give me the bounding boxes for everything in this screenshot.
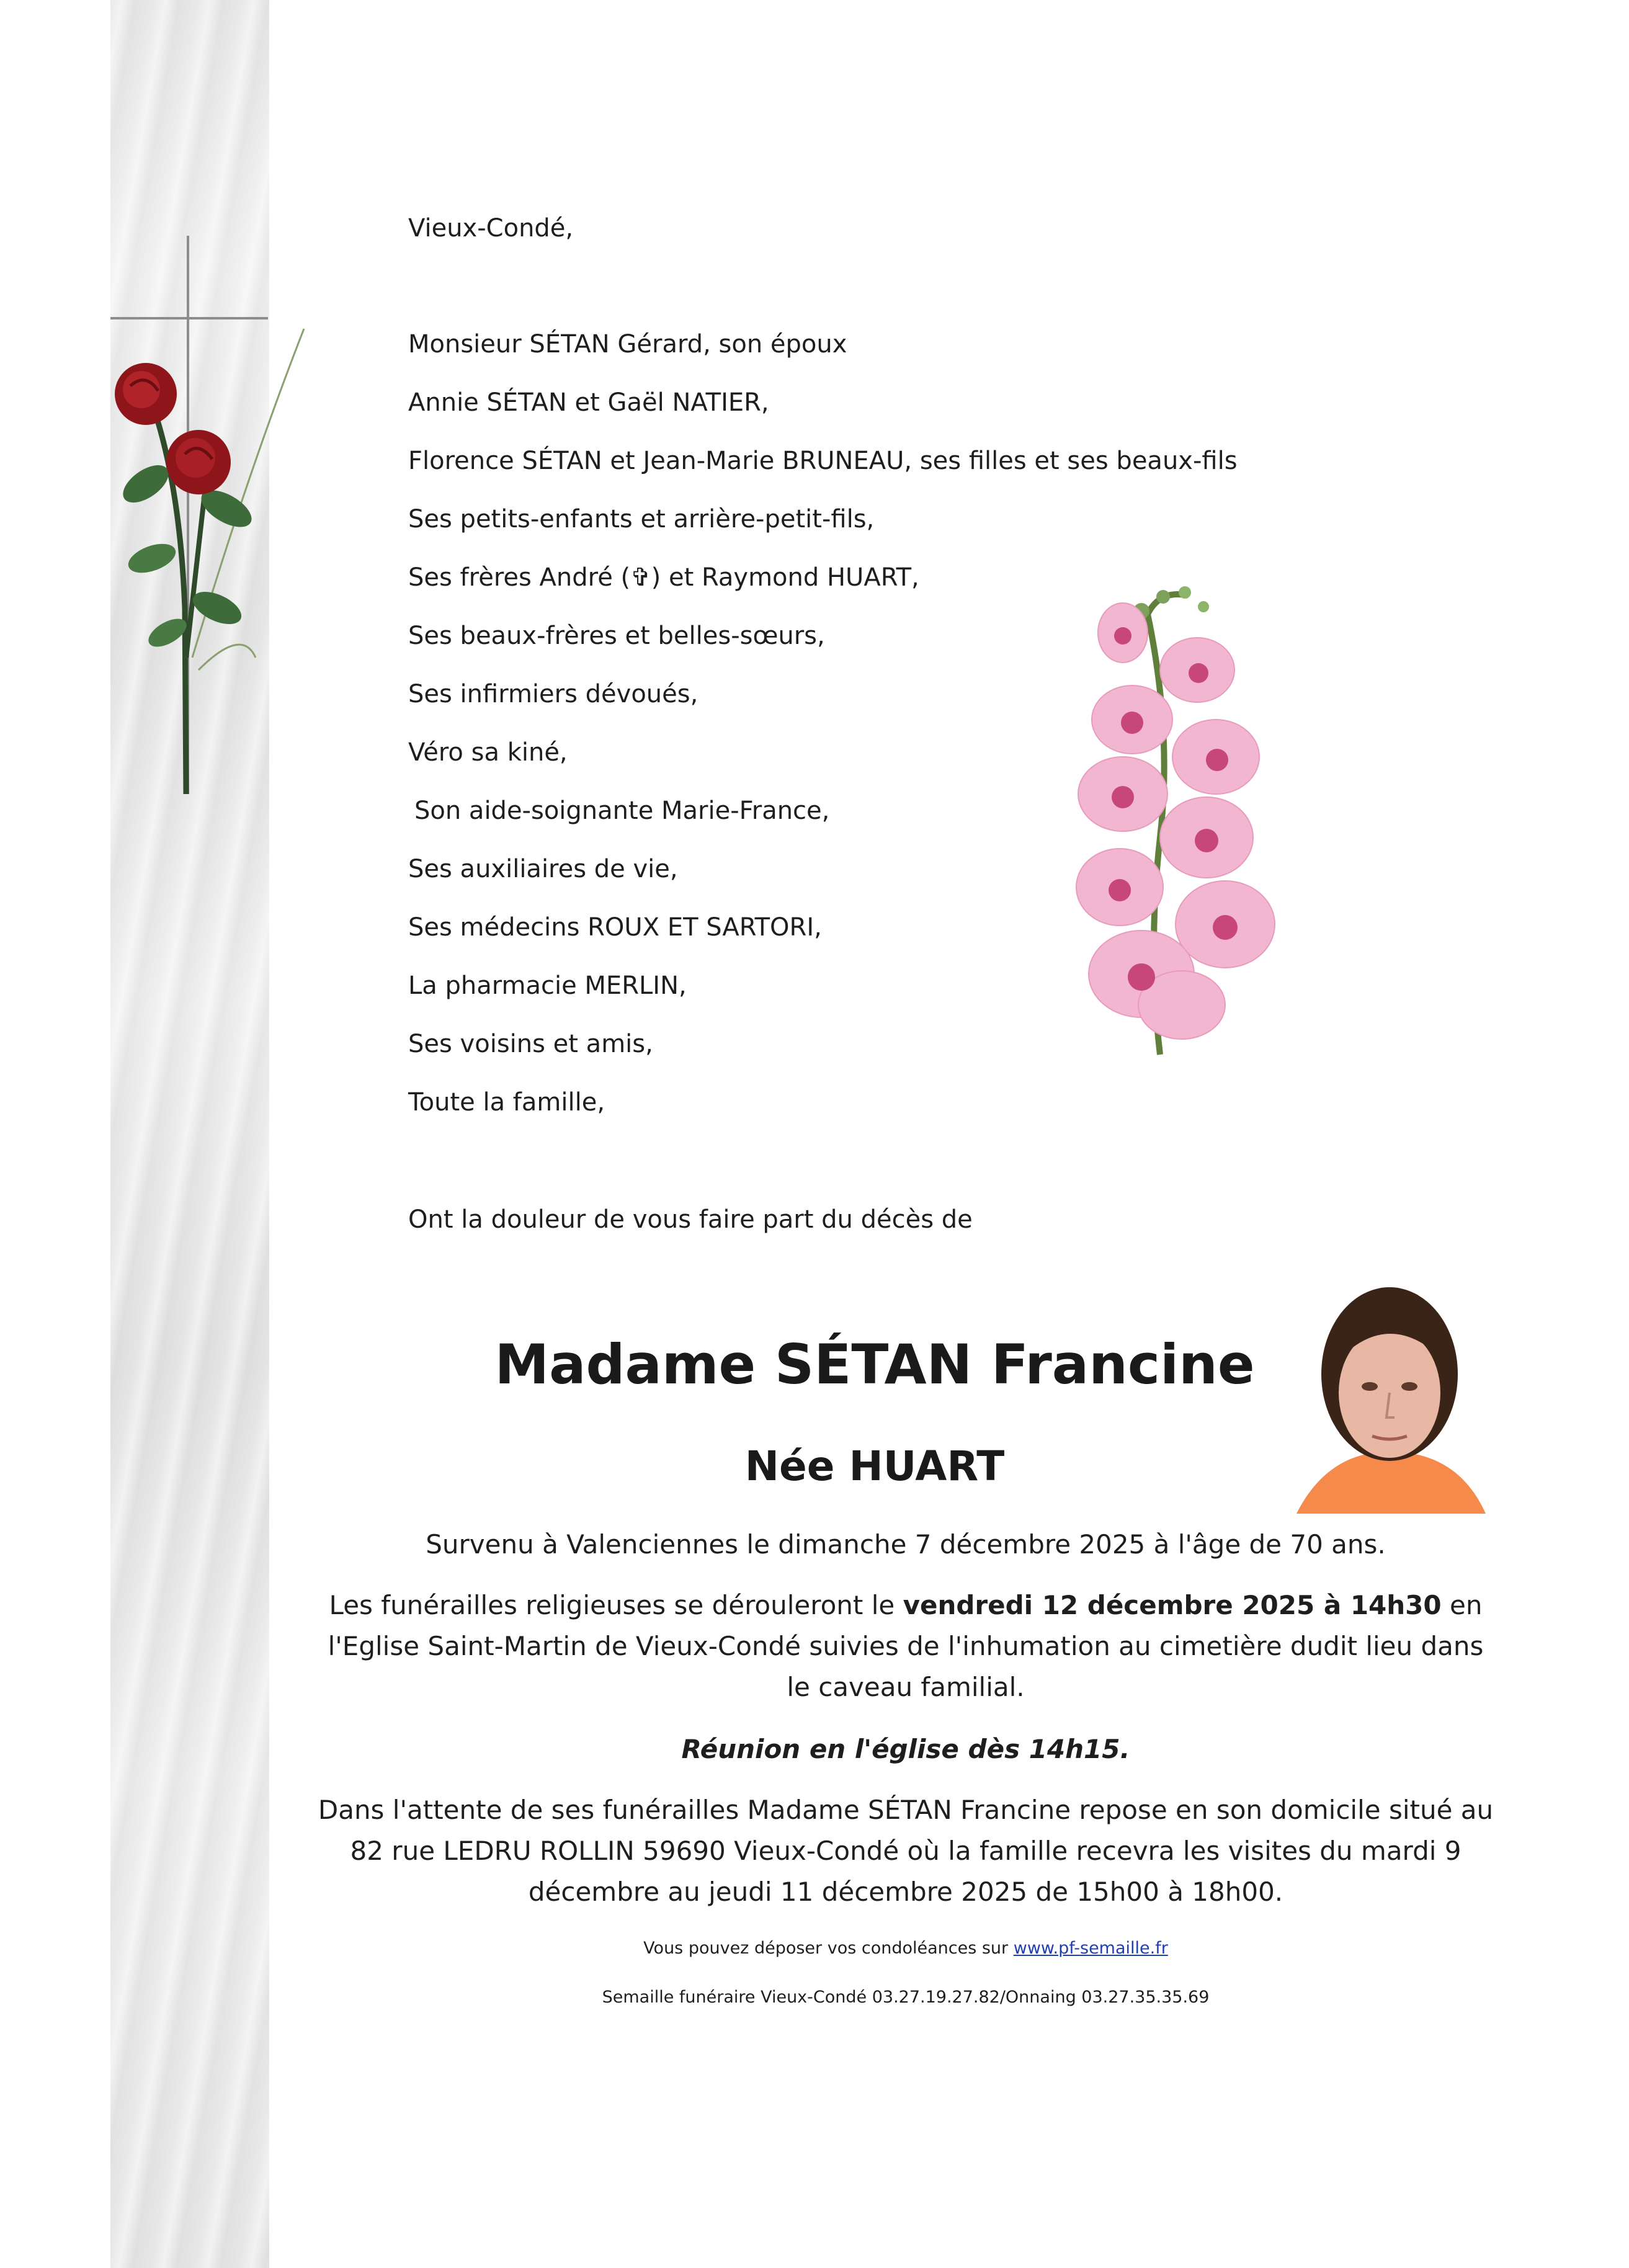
family-line: La pharmacie MERLIN,: [408, 971, 687, 1000]
family-line: Florence SÉTAN et Jean-Marie BRUNEAU, ses filles et ses beaux-fils: [408, 447, 1238, 475]
footer-contact: Semaille funéraire Vieux-Condé 03.27.19.27.82/Onnaing 03.27.35.35.69: [602, 1988, 1210, 2007]
family-line: Ses auxiliaires de vie,: [408, 855, 678, 883]
gathering-note: Réunion en l'église dès 14h15.: [681, 1734, 1130, 1764]
funeral-text-after: en l'Eglise Saint-Martin de Vieux-Condé suivies de l'inhumation au cimetière dudit lieu dans le caveau familial.: [328, 1590, 1484, 1702]
family-line: Ses beaux-frères et belles-sœurs,: [408, 622, 825, 650]
orchid-icon: [1055, 577, 1290, 1061]
family-line: Ses infirmiers dévoués,: [408, 680, 698, 708]
funeral-text-before: Les funérailles religieuses se dérouleront le: [329, 1590, 903, 1620]
family-line: Monsieur SÉTAN Gérard, son époux: [408, 330, 847, 359]
condolences-link[interactable]: www.pf-semaille.fr: [1013, 1939, 1168, 1958]
family-line: Annie SÉTAN et Gaël NATIER,: [408, 388, 769, 417]
condolences-line: [558, 1937, 1253, 1960]
family-line: Ses voisins et amis,: [408, 1030, 653, 1058]
death-info: Survenu à Valenciennes le dimanche 7 décembre 2025 à l'âge de 70 ans.: [426, 1529, 1386, 1560]
portrait-photo: [1290, 1266, 1489, 1514]
family-line: Toute la famille,: [408, 1088, 605, 1117]
condolences-text: Vous pouvez déposer vos condoléances sur: [643, 1939, 1014, 1958]
family-line: Ses frères André (✞) et Raymond HUART,: [408, 563, 919, 592]
family-line: Véro sa kiné,: [408, 738, 568, 767]
announcement-line: Ont la douleur de vous faire part du décès de: [408, 1205, 973, 1234]
deceased-name: Madame SÉTAN Francine: [494, 1333, 1255, 1396]
rose-cross-icon: [93, 223, 316, 813]
family-line: Son aide-soignante Marie-France,: [414, 797, 830, 825]
funeral-date: vendredi 12 décembre 2025 à 14h30: [903, 1590, 1442, 1620]
visitation-paragraph: Dans l'attente de ses funérailles Madame SÉTAN Francine repose en son domicile situé au 82 rue LEDRU ROLLIN 59690 Vieux-Condé où la famille recevra les visites du mardi 9 décembre au jeudi 11 décembre 2025 de 15h00 à 18h00.: [318, 1795, 1494, 1907]
family-line: Ses petits-enfants et arrière-petit-fils,: [408, 505, 875, 534]
funeral-paragraph: [319, 1585, 1492, 1708]
location-line: Vieux-Condé,: [408, 214, 574, 243]
maiden-name: Née HUART: [744, 1442, 1005, 1490]
family-line: Ses médecins ROUX ET SARTORI,: [408, 913, 822, 942]
